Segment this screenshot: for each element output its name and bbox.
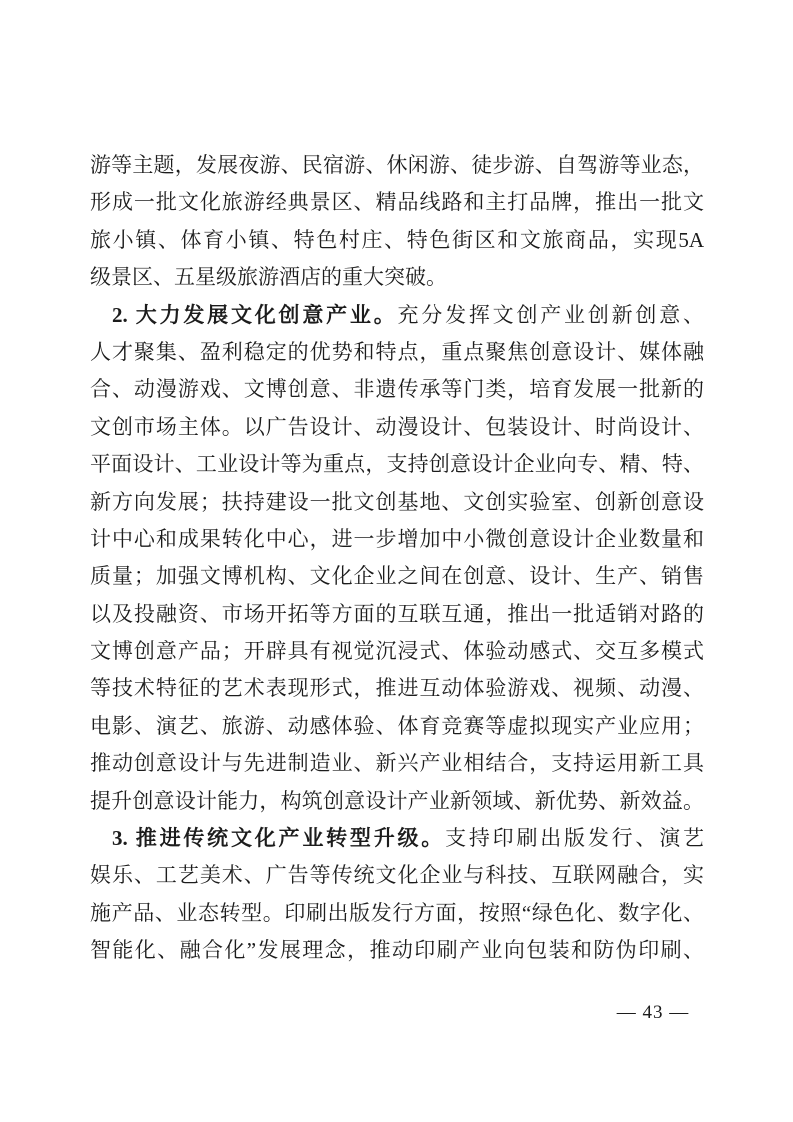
text-line — [90, 521, 704, 558]
body-text: 文创市场主体。以广告设计、动漫设计、包装设计、时尚设计、 — [90, 414, 704, 439]
body-text: 以及投融资、市场开拓等方面的互联互通，推出一批适销对路的 — [90, 601, 704, 626]
text-line — [90, 147, 704, 184]
body-text: 支持印刷出版发行、演艺 — [445, 826, 704, 851]
text-line — [90, 222, 704, 259]
text-line — [90, 259, 704, 296]
body-text: 娱乐、工艺美术、广告等传统文化企业与科技、互联网融合，实 — [90, 863, 704, 888]
body-text: 智能化、融合化”发展理念，推动印刷产业向包装和防伪印刷、 — [90, 938, 704, 963]
page-footer — [553, 999, 753, 1027]
text-line — [90, 745, 704, 782]
text-line — [90, 297, 704, 334]
body-text: 质量；加强文博机构、文化企业之间在创意、设计、生产、销售 — [90, 564, 704, 589]
text-line — [90, 932, 704, 969]
heading-text: 3. 推进传统文化产业转型升级。 — [112, 826, 446, 851]
body-text: 充分发挥文创产业创新创意、 — [397, 302, 704, 327]
body-text: 等技术特征的艺术表现形式，推进互动体验游戏、视频、动漫、 — [90, 676, 704, 701]
page-number: — 43 — — [616, 1002, 690, 1023]
text-line — [90, 596, 704, 633]
body-text: 形成一批文化旅游经典景区、精品线路和主打品牌，推出一批文 — [90, 190, 704, 215]
body-text: 提升创意设计能力，构筑创意设计产业新领域、新优势、新效益。 — [90, 788, 704, 813]
body-text: 电影、演艺、旅游、动感体验、体育竞赛等虚拟现实产业应用； — [90, 713, 704, 738]
text-line — [90, 783, 704, 820]
text-line — [90, 857, 704, 894]
body-text: 级景区、五星级旅游酒店的重大突破。 — [90, 265, 447, 290]
body-text: 推动创意设计与先进制造业、新兴产业相结合，支持运用新工具 — [90, 751, 704, 776]
text-line — [90, 446, 704, 483]
body-text: 新方向发展；扶持建设一批文创基地、文创实验室、创新创意设 — [90, 489, 704, 514]
body-text: 人才聚集、盈利稳定的优势和特点，重点聚焦创意设计、媒体融 — [90, 339, 704, 364]
text-line — [90, 184, 704, 221]
text-line — [90, 633, 704, 670]
body-text: 游等主题，发展夜游、民宿游、休闲游、徒步游、自驾游等业态， — [90, 153, 704, 177]
text-line — [90, 895, 704, 932]
body-text: 计中心和成果转化中心，进一步增加中小微创意设计企业数量和 — [90, 526, 704, 551]
text-line — [90, 558, 704, 595]
heading-text: 2. 大力发展文化创意产业。 — [112, 302, 398, 327]
body-text: 文博创意产品；开辟具有视觉沉浸式、体验动感式、交互多模式 — [90, 639, 704, 664]
body-text: 合、动漫游戏、文博创意、非遗传承等门类，培育发展一批新的 — [90, 377, 704, 402]
document-body — [90, 147, 704, 970]
text-line — [90, 484, 704, 521]
body-text: 平面设计、工业设计等为重点，支持创意设计企业向专、精、特、 — [90, 452, 704, 477]
body-text: 旅小镇、体育小镇、特色村庄、特色街区和文旅商品，实现5A — [90, 227, 704, 252]
text-line — [90, 708, 704, 745]
body-text: 施产品、业态转型。印刷出版发行方面，按照“绿色化、数字化、 — [90, 900, 704, 925]
text-line — [90, 820, 704, 857]
text-line — [90, 670, 704, 707]
text-line — [90, 409, 704, 446]
text-line — [90, 371, 704, 408]
text-line — [90, 334, 704, 371]
